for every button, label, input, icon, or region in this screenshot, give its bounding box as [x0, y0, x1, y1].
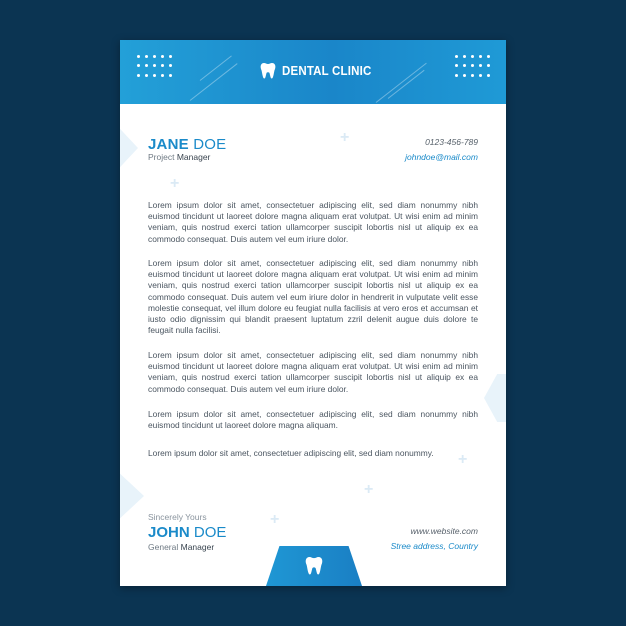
header-stripe	[388, 70, 425, 99]
brand-name: DENTAL CLINIC	[282, 64, 372, 78]
tooth-icon	[305, 555, 323, 577]
sender-email[interactable]: johndoe@mail.com	[405, 152, 478, 162]
plus-decor-icon: +	[340, 129, 350, 146]
website-link[interactable]: www.website.com	[410, 526, 478, 536]
plus-decor-icon: +	[364, 481, 374, 498]
header-banner	[120, 40, 506, 104]
footer-tab	[266, 546, 362, 586]
sender-role-suffix: Manager	[176, 152, 211, 162]
sender-phone: 0123-456-789	[425, 137, 478, 147]
signer-role-prefix: General	[148, 542, 179, 552]
street-address: Stree address, Country	[390, 541, 478, 551]
sender-first-name: JANE	[148, 136, 189, 153]
body-paragraph: Lorem ipsum dolor sit amet, consectetuer adipiscing elit, sed diam nonummy nibh euismod tincidunt ut laoreet dolore magna aliquam erat volutpat. Ut wisi enim ad minim veniam, quis nostrud exerci tation ullamcorper suscipit lobortis nisl ut aliquip ex ea commodo consequat. Duis autem vel eum iriure dolor in hendrerit in vulputate velit esse molestie consequat, vel illum dolore eu feugiat nulla facilisis at vero eros et accumsan et iusto odio dignissim qui blandit praesent luptatum zzril delenit augue duis dolore te feugait nulla facilisi.	[148, 258, 478, 336]
sender-role-prefix: Project	[148, 152, 175, 162]
signer-role-suffix: Manager	[180, 542, 215, 552]
dot-grid-right	[452, 52, 492, 80]
signer-name	[148, 524, 226, 541]
decor-shape	[120, 466, 144, 526]
sender-name	[148, 136, 226, 153]
sender-role	[148, 152, 210, 162]
plus-decor-icon: +	[458, 451, 468, 468]
signer-first-name: JOHN	[148, 524, 190, 541]
body-paragraph: Lorem ipsum dolor sit amet, consectetuer adipiscing elit, sed diam nonummy nibh euismod tincidunt ut laoreet dolore magna aliquam erat volutpat. Ut wisi enim ad minim veniam, quis nostrud exerci tation ullamcorper suscipit lobortis nisl ut aliquip ex ea commodo consequat. Duis autem vel eum iriure dolor.	[148, 350, 478, 394]
signer-role	[148, 542, 214, 552]
decor-shape	[120, 116, 138, 180]
signoff-text: Sincerely Yours	[148, 512, 207, 522]
tooth-icon	[260, 62, 276, 80]
plus-decor-icon: +	[170, 175, 180, 192]
body-paragraph: Lorem ipsum dolor sit amet, consectetuer adipiscing elit, sed diam nonummy nibh euismod tincidunt ut laoreet dolore magna aliquam.	[148, 409, 478, 431]
letterhead-page	[120, 40, 506, 586]
body-paragraph: Lorem ipsum dolor sit amet, consectetuer adipiscing elit, sed diam nonummy nibh euismod tincidunt ut laoreet dolore magna aliquam erat volutpat. Ut wisi enim ad minim veniam, quis nostrud exerci tation ullamcorper suscipit lobortis nisl ut aliquip ex ea commodo consequat. Duis autem vel eum iriure dolor.	[148, 200, 478, 244]
signer-last-name: DOE	[193, 524, 227, 541]
header-stripe	[376, 63, 427, 103]
brand-logo	[260, 60, 379, 82]
decor-shape	[484, 374, 506, 422]
sender-last-name: DOE	[193, 136, 227, 153]
body-paragraph: Lorem ipsum dolor sit amet, consectetuer adipiscing elit, sed diam nonummy.	[148, 448, 434, 458]
header-stripe	[200, 55, 232, 80]
plus-decor-icon: +	[270, 511, 280, 528]
dot-grid-left	[134, 52, 174, 80]
